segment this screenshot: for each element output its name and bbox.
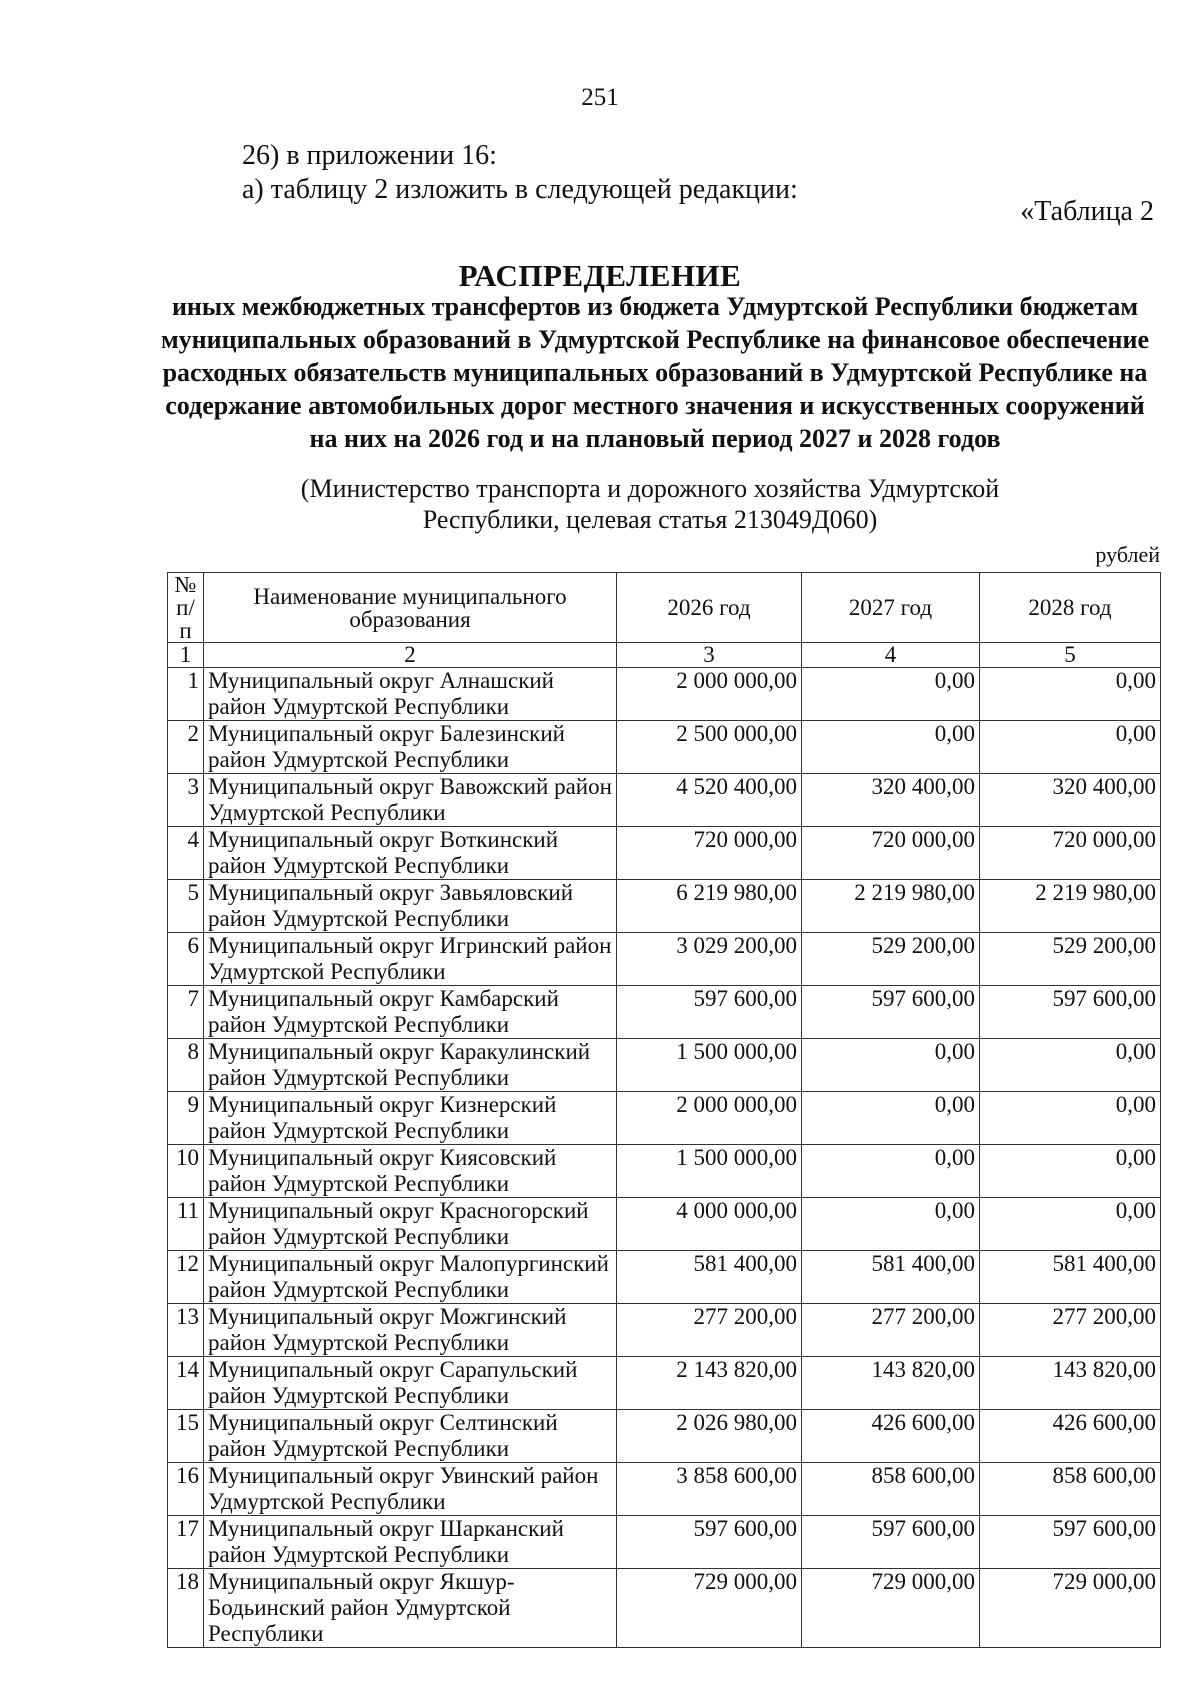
amount-2027: 143 820,00 — [802, 1357, 980, 1410]
header-number: № п/п — [168, 573, 204, 643]
amount-2026: 2 026 980,00 — [617, 1410, 802, 1463]
row-number: 3 — [168, 774, 204, 827]
table-body — [168, 668, 1161, 1648]
table-row — [168, 1516, 1161, 1569]
table-row — [168, 880, 1161, 933]
amount-2028: 581 400,00 — [980, 1251, 1161, 1304]
table-row — [168, 1039, 1161, 1092]
amount-2028: 0,00 — [980, 1039, 1161, 1092]
amount-2028: 729 000,00 — [980, 1569, 1161, 1648]
amount-2026: 277 200,00 — [617, 1304, 802, 1357]
municipality-name: Муниципальный округ Воткинский район Удмуртской Республики — [204, 827, 617, 880]
municipality-name: Муниципальный округ Балезинский район Удмуртской Республики — [204, 721, 617, 774]
municipality-name: Муниципальный округ Алнашский район Удмуртской Республики — [204, 668, 617, 721]
amount-2028: 426 600,00 — [980, 1410, 1161, 1463]
amount-2026: 1 500 000,00 — [617, 1145, 802, 1198]
column-number: 3 — [617, 643, 802, 668]
amount-2028: 143 820,00 — [980, 1357, 1161, 1410]
municipality-name: Муниципальный округ Завьяловский район Удмуртской Республики — [204, 880, 617, 933]
amount-2026: 4 520 400,00 — [617, 774, 802, 827]
amount-2027: 277 200,00 — [802, 1304, 980, 1357]
municipality-name: Муниципальный округ Киясовский район Удмуртской Республики — [204, 1145, 617, 1198]
intro-line-2: а) таблицу 2 изложить в следующей редакции: — [242, 174, 798, 205]
row-number: 17 — [168, 1516, 204, 1569]
table-row — [168, 1251, 1161, 1304]
amount-2027: 597 600,00 — [802, 1516, 980, 1569]
distribution-table — [167, 572, 1161, 1648]
amount-2027: 2 219 980,00 — [802, 880, 980, 933]
municipality-name: Муниципальный округ Игринский район Удмуртской Республики — [204, 933, 617, 986]
table-row — [168, 1092, 1161, 1145]
amount-2027: 529 200,00 — [802, 933, 980, 986]
municipality-name: Муниципальный округ Каракулинский район Удмуртской Республики — [204, 1039, 617, 1092]
row-number: 13 — [168, 1304, 204, 1357]
row-number: 9 — [168, 1092, 204, 1145]
row-number: 7 — [168, 986, 204, 1039]
amount-2028: 597 600,00 — [980, 986, 1161, 1039]
column-number: 4 — [802, 643, 980, 668]
amount-2027: 729 000,00 — [802, 1569, 980, 1648]
table-row — [168, 933, 1161, 986]
document-subtitle: иных межбюджетных трансфертов из бюджета Удмуртской Республики бюджетам муниципальных образований в Удмуртской Республике на финансовое обеспечение расходных обязательств муниципальных образований в Удмуртской Республике на содержание автомобильных дорог местного значения и искусственных сооружений на них на 2026 год и на плановый период 2027 и 2028 годов — [160, 292, 1150, 453]
row-number: 8 — [168, 1039, 204, 1092]
row-number: 2 — [168, 721, 204, 774]
amount-2026: 3 858 600,00 — [617, 1463, 802, 1516]
amount-2027: 0,00 — [802, 1198, 980, 1251]
column-number: 2 — [204, 643, 617, 668]
row-number: 10 — [168, 1145, 204, 1198]
municipality-name: Муниципальный округ Сарапульский район Удмуртской Республики — [204, 1357, 617, 1410]
amount-2028: 0,00 — [980, 1198, 1161, 1251]
document-title: РАСПРЕДЕЛЕНИЕ — [458, 258, 742, 293]
amount-2027: 320 400,00 — [802, 774, 980, 827]
amount-2027: 0,00 — [802, 1039, 980, 1092]
row-number: 14 — [168, 1357, 204, 1410]
table-row — [168, 1198, 1161, 1251]
amount-2026: 2 000 000,00 — [617, 1092, 802, 1145]
amount-2026: 581 400,00 — [617, 1251, 802, 1304]
municipality-name: Муниципальный округ Малопургинский район Удмуртской Республики — [204, 1251, 617, 1304]
row-number: 6 — [168, 933, 204, 986]
table-row — [168, 774, 1161, 827]
amount-2027: 426 600,00 — [802, 1410, 980, 1463]
amount-2026: 2 500 000,00 — [617, 721, 802, 774]
municipality-name: Муниципальный округ Якшур-Бодьинский район Удмуртской Республики — [204, 1569, 617, 1648]
column-number-row — [168, 643, 1161, 668]
amount-2027: 0,00 — [802, 1145, 980, 1198]
row-number: 18 — [168, 1569, 204, 1648]
amount-2028: 2 219 980,00 — [980, 880, 1161, 933]
table-row — [168, 1304, 1161, 1357]
row-number: 15 — [168, 1410, 204, 1463]
header-name: Наименование муниципального образования — [204, 573, 617, 643]
municipality-name: Муниципальный округ Красногорский район Удмуртской Республики — [204, 1198, 617, 1251]
amount-2026: 6 219 980,00 — [617, 880, 802, 933]
amount-2027: 0,00 — [802, 721, 980, 774]
amount-2028: 320 400,00 — [980, 774, 1161, 827]
page-number: 251 — [581, 84, 619, 111]
municipality-name: Муниципальный округ Камбарский район Удмуртской Республики — [204, 986, 617, 1039]
amount-2026: 1 500 000,00 — [617, 1039, 802, 1092]
amount-2026: 2 143 820,00 — [617, 1357, 802, 1410]
municipality-name: Муниципальный округ Кизнерский район Удмуртской Республики — [204, 1092, 617, 1145]
amount-2027: 0,00 — [802, 668, 980, 721]
amount-2027: 597 600,00 — [802, 986, 980, 1039]
header-2026: 2026 год — [617, 573, 802, 643]
table-label: «Таблица 2 — [1020, 196, 1154, 227]
amount-2026: 720 000,00 — [617, 827, 802, 880]
municipality-name: Муниципальный округ Можгинский район Удмуртской Республики — [204, 1304, 617, 1357]
table-row — [168, 1569, 1161, 1648]
table-row — [168, 1463, 1161, 1516]
row-number: 11 — [168, 1198, 204, 1251]
column-number: 5 — [980, 643, 1161, 668]
table-row — [168, 1145, 1161, 1198]
ministry-note: (Министерство транспорта и дорожного хозяйства Удмуртской Республики, целевая статья 213049Д060) — [300, 474, 1000, 534]
amount-2028: 529 200,00 — [980, 933, 1161, 986]
amount-2028: 720 000,00 — [980, 827, 1161, 880]
amount-2026: 3 029 200,00 — [617, 933, 802, 986]
table-row — [168, 668, 1161, 721]
amount-2027: 858 600,00 — [802, 1463, 980, 1516]
amount-2028: 0,00 — [980, 1092, 1161, 1145]
table-row — [168, 827, 1161, 880]
amount-2027: 720 000,00 — [802, 827, 980, 880]
amount-2026: 597 600,00 — [617, 1516, 802, 1569]
amount-2026: 729 000,00 — [617, 1569, 802, 1648]
amount-2028: 277 200,00 — [980, 1304, 1161, 1357]
header-2028: 2028 год — [980, 573, 1161, 643]
amount-2028: 858 600,00 — [980, 1463, 1161, 1516]
table-row — [168, 1410, 1161, 1463]
intro-line-1: 26) в приложении 16: — [242, 140, 497, 171]
table-header-row — [168, 573, 1161, 643]
row-number: 16 — [168, 1463, 204, 1516]
amount-2027: 581 400,00 — [802, 1251, 980, 1304]
municipality-name: Муниципальный округ Селтинский район Удмуртской Республики — [204, 1410, 617, 1463]
amount-2026: 4 000 000,00 — [617, 1198, 802, 1251]
amount-2026: 597 600,00 — [617, 986, 802, 1039]
amount-2027: 0,00 — [802, 1092, 980, 1145]
amount-2028: 0,00 — [980, 1145, 1161, 1198]
row-number: 12 — [168, 1251, 204, 1304]
amount-2028: 0,00 — [980, 668, 1161, 721]
header-2027: 2027 год — [802, 573, 980, 643]
municipality-name: Муниципальный округ Увинский район Удмуртской Республики — [204, 1463, 617, 1516]
table-row — [168, 721, 1161, 774]
amount-2026: 2 000 000,00 — [617, 668, 802, 721]
column-number: 1 — [168, 643, 204, 668]
units-label: рублей — [1095, 542, 1160, 567]
row-number: 5 — [168, 880, 204, 933]
amount-2028: 0,00 — [980, 721, 1161, 774]
amount-2028: 597 600,00 — [980, 1516, 1161, 1569]
table-row — [168, 1357, 1161, 1410]
municipality-name: Муниципальный округ Вавожский район Удмуртской Республики — [204, 774, 617, 827]
row-number: 1 — [168, 668, 204, 721]
table-row — [168, 986, 1161, 1039]
row-number: 4 — [168, 827, 204, 880]
municipality-name: Муниципальный округ Шарканский район Удмуртской Республики — [204, 1516, 617, 1569]
